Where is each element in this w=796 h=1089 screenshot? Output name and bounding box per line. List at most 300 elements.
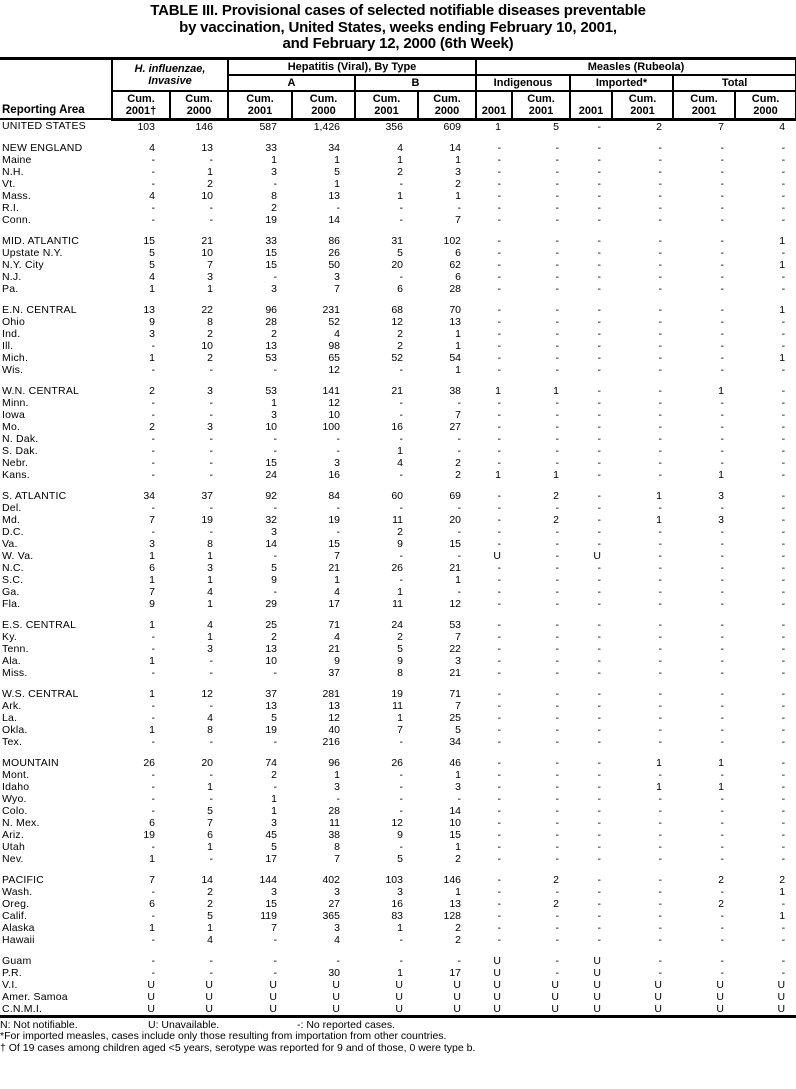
value-cell: - <box>555 768 560 781</box>
table-row <box>0 841 796 853</box>
value-cell: - <box>720 270 725 283</box>
value-cell: - <box>597 933 602 946</box>
value-cell: - <box>555 351 560 364</box>
value-cell: - <box>597 756 602 769</box>
value-cell: 3 <box>149 537 155 550</box>
value-cell: - <box>720 885 725 898</box>
value-cell: - <box>273 933 277 946</box>
value-cell: - <box>720 420 725 433</box>
value-cell: 4 <box>334 630 340 643</box>
value-cell: - <box>781 852 786 865</box>
page-title-line1: TABLE III. Provisional cases of selected notifiable diseases preventable <box>150 2 646 19</box>
spacer-row <box>0 679 796 688</box>
value-cell: - <box>658 351 663 364</box>
table-row <box>0 688 796 700</box>
value-cell: - <box>597 804 602 817</box>
value-cell: - <box>555 687 560 700</box>
value-cell: 5 <box>334 165 340 178</box>
value-cell: 2 <box>397 525 403 538</box>
value-cell: - <box>497 666 502 679</box>
value-cell: - <box>658 201 663 214</box>
value-cell: 1 <box>207 282 213 295</box>
value-cell: - <box>336 444 340 457</box>
value-cell: - <box>597 840 602 853</box>
value-cell: 2 <box>207 885 213 898</box>
value-cell: - <box>720 921 725 934</box>
value-cell: U <box>205 990 213 1003</box>
value-cell: - <box>151 666 155 679</box>
value-cell: 34 <box>328 141 340 154</box>
value-cell: - <box>209 363 213 376</box>
value-cell: - <box>273 177 277 190</box>
value-cell: 1 <box>455 339 462 352</box>
value-cell: - <box>151 780 155 793</box>
value-cell: 2 <box>718 873 725 886</box>
value-cell: - <box>151 201 155 214</box>
value-cell: - <box>597 630 602 643</box>
value-cell: 12 <box>201 687 213 700</box>
value-cell: - <box>720 852 725 865</box>
value-cell: - <box>151 885 155 898</box>
area-cell: R.I. <box>2 201 20 214</box>
value-cell: - <box>781 513 786 526</box>
table-row <box>0 271 796 283</box>
value-cell: - <box>497 282 502 295</box>
value-cell: - <box>399 213 403 226</box>
value-cell: 62 <box>449 258 462 271</box>
table-row <box>0 655 796 667</box>
area-cell: S. Dak. <box>2 444 38 457</box>
value-cell: - <box>336 954 340 967</box>
value-cell: - <box>555 618 560 631</box>
value-cell: 26 <box>143 756 155 769</box>
area-cell: Ariz. <box>2 828 24 841</box>
value-cell: 2 <box>779 873 786 886</box>
value-cell: 4 <box>149 270 155 283</box>
spacer-row <box>0 481 796 490</box>
value-cell: 34 <box>143 489 155 502</box>
area-cell: Tenn. <box>2 642 29 655</box>
value-cell: - <box>555 597 560 610</box>
area-cell: Fla. <box>2 597 21 610</box>
area-cell: Ky. <box>2 630 17 643</box>
value-cell: - <box>209 456 213 469</box>
value-cell: - <box>497 573 502 586</box>
value-cell: - <box>151 444 155 457</box>
value-cell: U <box>593 978 602 991</box>
value-cell: 1 <box>779 909 786 922</box>
table-row <box>0 886 796 898</box>
value-cell: - <box>497 687 502 700</box>
area-cell: Nev. <box>2 852 24 865</box>
value-cell: - <box>720 828 725 841</box>
value-cell: - <box>781 270 786 283</box>
value-cell: - <box>555 954 560 967</box>
area-cell: Tex. <box>2 735 23 748</box>
area-cell: Colo. <box>2 804 28 817</box>
value-cell: 2 <box>207 177 213 190</box>
value-cell: 1 <box>495 120 502 133</box>
area-cell: Miss. <box>2 666 28 679</box>
value-cell: U <box>269 990 277 1003</box>
value-cell: 6 <box>397 282 403 295</box>
value-cell: 8 <box>397 666 403 679</box>
value-cell: 144 <box>259 873 277 886</box>
value-cell: - <box>336 792 340 805</box>
value-cell: - <box>457 792 462 805</box>
value-cell: 28 <box>328 804 340 817</box>
value-cell: U <box>593 549 602 562</box>
value-cell: 146 <box>443 873 462 886</box>
report-table <box>0 57 796 1018</box>
value-cell: - <box>597 270 602 283</box>
value-cell: 24 <box>391 618 403 631</box>
value-cell: U <box>654 990 663 1003</box>
value-cell: 100 <box>322 420 340 433</box>
value-cell: - <box>781 768 786 781</box>
value-cell: - <box>497 339 502 352</box>
area-cell: UNITED STATES <box>2 120 86 133</box>
value-cell: - <box>781 642 786 655</box>
value-cell: - <box>720 630 725 643</box>
value-cell: - <box>597 396 602 409</box>
value-cell: - <box>555 933 560 946</box>
value-cell: 6 <box>149 897 155 910</box>
area-cell: Utah <box>2 840 25 853</box>
value-cell: - <box>273 666 277 679</box>
value-cell: - <box>555 432 560 445</box>
area-cell: Calif. <box>2 909 28 922</box>
area-cell: Ga. <box>2 585 20 598</box>
value-cell: 53 <box>265 351 277 364</box>
value-cell: - <box>781 828 786 841</box>
value-cell: 19 <box>265 213 277 226</box>
value-cell: 7 <box>149 873 155 886</box>
table-row <box>0 643 796 655</box>
area-cell: N. Dak. <box>2 432 39 445</box>
value-cell: 16 <box>391 897 403 910</box>
table-row <box>0 409 796 421</box>
area-cell: P.R. <box>2 966 22 979</box>
legend-no-reported-cases: -: No reported cases. <box>297 1018 396 1031</box>
area-cell: Mo. <box>2 420 21 433</box>
value-cell: - <box>658 840 663 853</box>
value-cell: - <box>151 954 155 967</box>
value-cell: - <box>336 432 340 445</box>
value-cell: - <box>720 234 725 247</box>
table-row <box>0 898 796 910</box>
value-cell: - <box>658 384 663 397</box>
value-cell: - <box>597 768 602 781</box>
value-cell: - <box>781 921 786 934</box>
value-cell: - <box>497 153 502 166</box>
value-cell: - <box>781 537 786 550</box>
value-cell: - <box>555 711 560 724</box>
value-cell: 20 <box>391 258 403 271</box>
value-cell: 1 <box>149 618 155 631</box>
value-cell: U <box>418 1003 476 1017</box>
table-row <box>0 586 796 598</box>
area-cell: PACIFIC <box>2 873 45 886</box>
value-cell: 2 <box>553 897 560 910</box>
value-cell: - <box>720 840 725 853</box>
value-cell: - <box>781 597 786 610</box>
value-cell: - <box>597 384 602 397</box>
value-cell: - <box>658 339 663 352</box>
value-cell: - <box>597 711 602 724</box>
value-cell: 402 <box>322 873 340 886</box>
value-cell: - <box>597 456 602 469</box>
value-cell: - <box>555 537 560 550</box>
value-cell: - <box>597 909 602 922</box>
value-cell: - <box>658 234 663 247</box>
value-cell: - <box>555 396 560 409</box>
value-cell: - <box>658 885 663 898</box>
value-cell: - <box>555 585 560 598</box>
value-cell: 2 <box>455 177 462 190</box>
value-cell: - <box>720 363 725 376</box>
value-cell: 13 <box>265 339 277 352</box>
value-cell: 19 <box>391 687 403 700</box>
table-row <box>0 1003 796 1017</box>
value-cell: - <box>497 735 502 748</box>
value-cell: 5 <box>271 561 277 574</box>
value-cell: - <box>497 597 502 610</box>
value-cell: 4 <box>207 933 213 946</box>
value-cell: - <box>781 177 786 190</box>
value-cell: 29 <box>265 597 277 610</box>
value-cell: 3 <box>397 885 403 898</box>
value-cell: 3 <box>207 561 213 574</box>
value-cell: - <box>209 792 213 805</box>
value-cell: - <box>497 501 502 514</box>
value-cell: - <box>497 654 502 667</box>
value-cell: 5 <box>207 804 213 817</box>
table-row <box>0 562 796 574</box>
value-cell: - <box>555 549 560 562</box>
value-cell: 21 <box>201 234 213 247</box>
value-cell: 7 <box>455 630 462 643</box>
value-cell: - <box>781 456 786 469</box>
value-cell: 27 <box>449 420 462 433</box>
value-cell: U <box>777 978 786 991</box>
value-cell: - <box>597 120 602 133</box>
value-cell: - <box>781 933 786 946</box>
value-cell: 7 <box>455 408 462 421</box>
value-cell: - <box>399 363 403 376</box>
value-cell: 2 <box>553 513 560 526</box>
value-cell: 4 <box>334 585 340 598</box>
value-cell: - <box>720 711 725 724</box>
value-cell: - <box>497 768 502 781</box>
value-cell: - <box>497 246 502 259</box>
value-cell: 8 <box>271 189 277 202</box>
value-cell: - <box>209 525 213 538</box>
value-cell: - <box>399 840 403 853</box>
area-cell: Mont. <box>2 768 30 781</box>
value-cell: 54 <box>449 351 462 364</box>
col-header-12: Cum. 2000 <box>735 91 796 120</box>
value-cell: U <box>551 978 560 991</box>
value-cell: - <box>457 585 462 598</box>
value-cell: - <box>555 840 560 853</box>
value-cell: - <box>658 213 663 226</box>
value-cell: - <box>399 768 403 781</box>
spacer-row <box>0 295 796 304</box>
value-cell: - <box>555 189 560 202</box>
value-cell: 52 <box>391 351 403 364</box>
value-cell: - <box>658 165 663 178</box>
value-cell: - <box>781 327 786 340</box>
table-row <box>0 817 796 829</box>
table-row <box>0 397 796 409</box>
value-cell: - <box>597 468 602 481</box>
value-cell: - <box>209 654 213 667</box>
table-row <box>0 433 796 445</box>
value-cell: 1 <box>553 384 560 397</box>
value-cell: U <box>716 990 725 1003</box>
value-cell: - <box>658 966 663 979</box>
value-cell: - <box>781 585 786 598</box>
table-row <box>0 154 796 166</box>
value-cell: - <box>658 804 663 817</box>
table-row <box>0 598 796 610</box>
value-cell: - <box>497 525 502 538</box>
group-header-hepatitis: Hepatitis (Viral), By Type <box>228 58 476 75</box>
value-cell: - <box>151 699 155 712</box>
value-cell: 365 <box>322 909 340 922</box>
value-cell: - <box>555 735 560 748</box>
value-cell: - <box>720 735 725 748</box>
value-cell: 8 <box>334 840 340 853</box>
area-cell: Wis. <box>2 363 24 376</box>
value-cell: - <box>597 327 602 340</box>
page-title-line3: and February 12, 2000 (6th Week) <box>282 35 514 52</box>
table-row <box>0 538 796 550</box>
value-cell: U <box>716 978 725 991</box>
value-cell: - <box>658 699 663 712</box>
value-cell: 102 <box>443 234 462 247</box>
value-cell: - <box>597 573 602 586</box>
value-cell: - <box>720 153 725 166</box>
value-cell: 5 <box>455 723 462 736</box>
value-cell: U <box>332 978 340 991</box>
area-cell: Va. <box>2 537 18 550</box>
col-header-2: Cum. 2000 <box>170 91 228 120</box>
value-cell: 119 <box>260 909 277 922</box>
value-cell: 5 <box>553 120 560 133</box>
value-cell: - <box>151 213 155 226</box>
area-cell: Upstate N.Y. <box>2 246 63 259</box>
subgroup-header-imported: Imported* <box>570 75 673 91</box>
value-cell: - <box>658 828 663 841</box>
value-cell: - <box>597 213 602 226</box>
area-cell: Okla. <box>2 723 28 736</box>
value-cell: - <box>597 444 602 457</box>
value-cell: 2 <box>271 630 277 643</box>
value-cell: - <box>720 933 725 946</box>
value-cell: - <box>781 618 786 631</box>
value-cell: 6 <box>455 246 462 259</box>
value-cell: - <box>273 735 277 748</box>
value-cell: - <box>555 666 560 679</box>
value-cell: - <box>658 897 663 910</box>
table-row <box>0 352 796 364</box>
value-cell: - <box>597 852 602 865</box>
value-cell: - <box>720 723 725 736</box>
value-cell: 1 <box>149 852 155 865</box>
value-cell: 1 <box>397 711 403 724</box>
value-cell: - <box>399 549 403 562</box>
value-cell: - <box>151 396 155 409</box>
value-cell: 21 <box>328 561 340 574</box>
value-cell: - <box>555 165 560 178</box>
value-cell: - <box>151 468 155 481</box>
value-cell: - <box>597 828 602 841</box>
value-cell: 1 <box>149 921 155 934</box>
table-row <box>0 283 796 295</box>
table-row <box>0 991 796 1003</box>
value-cell: 2 <box>271 327 277 340</box>
value-cell: U <box>292 1003 355 1017</box>
table-row <box>0 922 796 934</box>
col-header-6: Cum. 2000 <box>418 91 476 120</box>
table-row <box>0 490 796 502</box>
value-cell: - <box>658 573 663 586</box>
value-cell: - <box>273 270 277 283</box>
value-cell: - <box>658 549 663 562</box>
area-cell: Minn. <box>2 396 29 409</box>
area-cell: Oreg. <box>2 897 30 910</box>
value-cell: - <box>597 513 602 526</box>
value-cell: 14 <box>265 537 277 550</box>
value-cell: - <box>209 699 213 712</box>
value-cell: - <box>781 780 786 793</box>
value-cell: - <box>497 897 502 910</box>
value-cell: 37 <box>201 489 213 502</box>
value-cell: 26 <box>391 756 403 769</box>
value-cell: - <box>497 234 502 247</box>
value-cell: 4 <box>149 189 155 202</box>
value-cell: - <box>497 213 502 226</box>
area-cell: N.J. <box>2 270 22 283</box>
value-cell: - <box>781 432 786 445</box>
col-header-4: Cum. 2000 <box>292 91 355 120</box>
value-cell: 8 <box>207 723 213 736</box>
value-cell: - <box>209 432 213 445</box>
value-cell: - <box>720 303 725 316</box>
value-cell: - <box>497 852 502 865</box>
table-body <box>0 119 796 1016</box>
value-cell: 13 <box>328 189 340 202</box>
value-cell: - <box>597 489 602 502</box>
value-cell: - <box>781 966 786 979</box>
value-cell: 17 <box>328 597 340 610</box>
value-cell: 21 <box>328 642 340 655</box>
value-cell: U <box>493 954 502 967</box>
value-cell: - <box>457 201 462 214</box>
table-row <box>0 793 796 805</box>
value-cell: 8 <box>207 315 213 328</box>
value-cell: 1 <box>455 885 462 898</box>
table-row <box>0 514 796 526</box>
value-cell: - <box>781 201 786 214</box>
value-cell: 5 <box>149 246 155 259</box>
value-cell: 1 <box>149 351 155 364</box>
value-cell: 216 <box>322 735 340 748</box>
value-cell: 7 <box>334 549 340 562</box>
value-cell: 2 <box>656 120 663 133</box>
